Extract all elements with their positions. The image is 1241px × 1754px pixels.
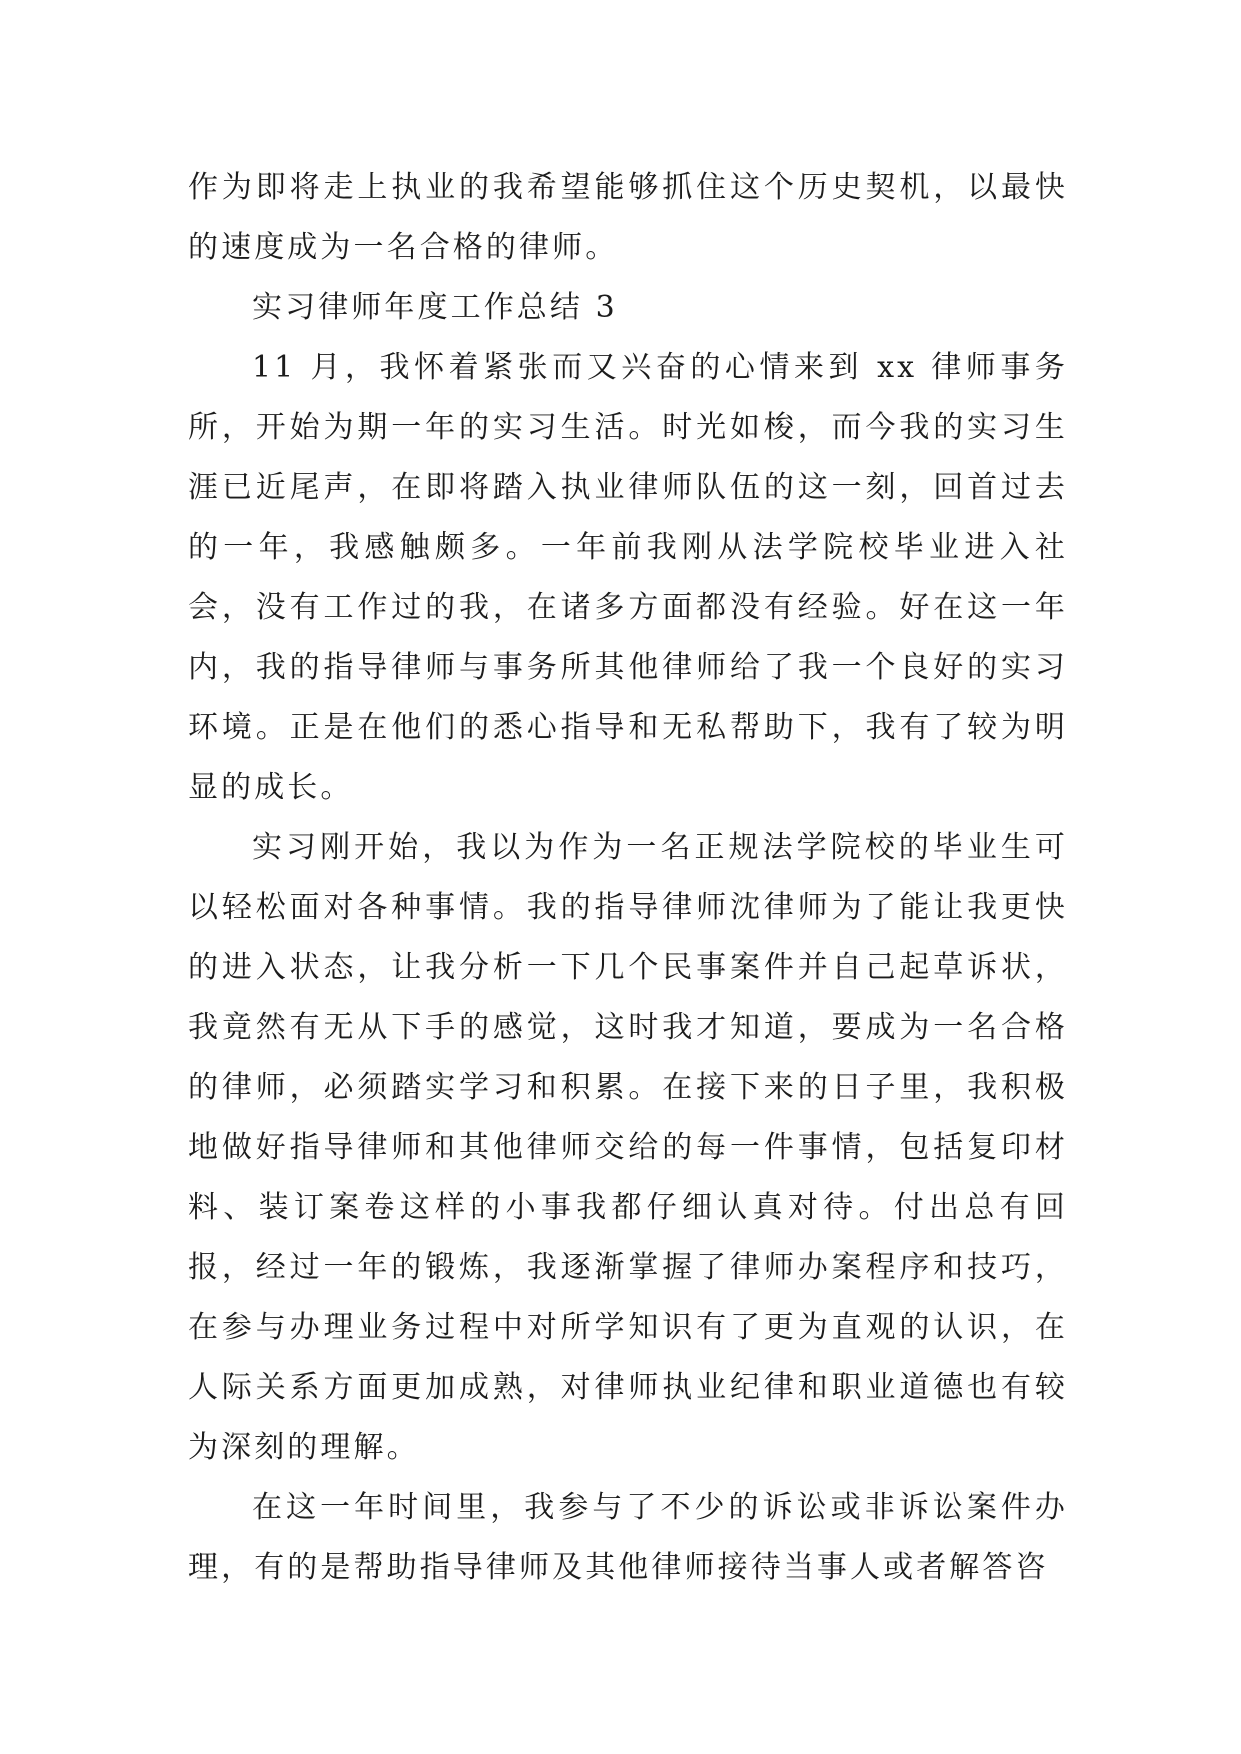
section-heading: 实习律师年度工作总结 3: [252, 290, 618, 325]
paragraph-continuation: 作为即将走上执业的我希望能够抓住这个历史契机，以最快的速度成为一名合格的律师。: [188, 170, 1068, 265]
paragraph-beginning-internship: 实习刚开始，我以为作为一名正规法学院校的毕业生可以轻松面对各种事情。我的指导律师沈律师为了能让我更快的进入状态，让我分析一下几个民事案件并自己起草诉状，我竟然有无从下手的感觉，这时我才知道，要成为一名合格的律师，必须踏实学习和积累。在接下来的日子里，我积极地做好指导律师和其他律师交给的每一件事情，包括复印材料、装订案卷这样的小事我都仔细认真对待。付出总有回报，经过一年的锻炼，我逐渐掌握了律师办案程序和技巧，在参与办理业务过程中对所学知识有了更为直观的认识，在人际关系方面更加成熟，对律师执业纪律和职业道德也有较为深刻的理解。: [188, 830, 1068, 1465]
paragraph-case-participation: 在这一年时间里，我参与了不少的诉讼或非诉讼案件办理，有的是帮助指导律师及其他律师接待当事人或者解答咨: [188, 1490, 1068, 1585]
document-body: [188, 158, 1068, 1598]
paragraph-intro: 11 月，我怀着紧张而又兴奋的心情来到 xx 律师事务所，开始为期一年的实习生活。时光如梭，而今我的实习生涯已近尾声，在即将踏入执业律师队伍的这一刻，回首过去的一年，我感触颇多。一年前我刚从法学院校毕业进入社会，没有工作过的我，在诸多方面都没有经验。好在这一年内，我的指导律师与事务所其他律师给了我一个良好的实习环境。正是在他们的悉心指导和无私帮助下，我有了较为明显的成长。: [188, 350, 1068, 805]
